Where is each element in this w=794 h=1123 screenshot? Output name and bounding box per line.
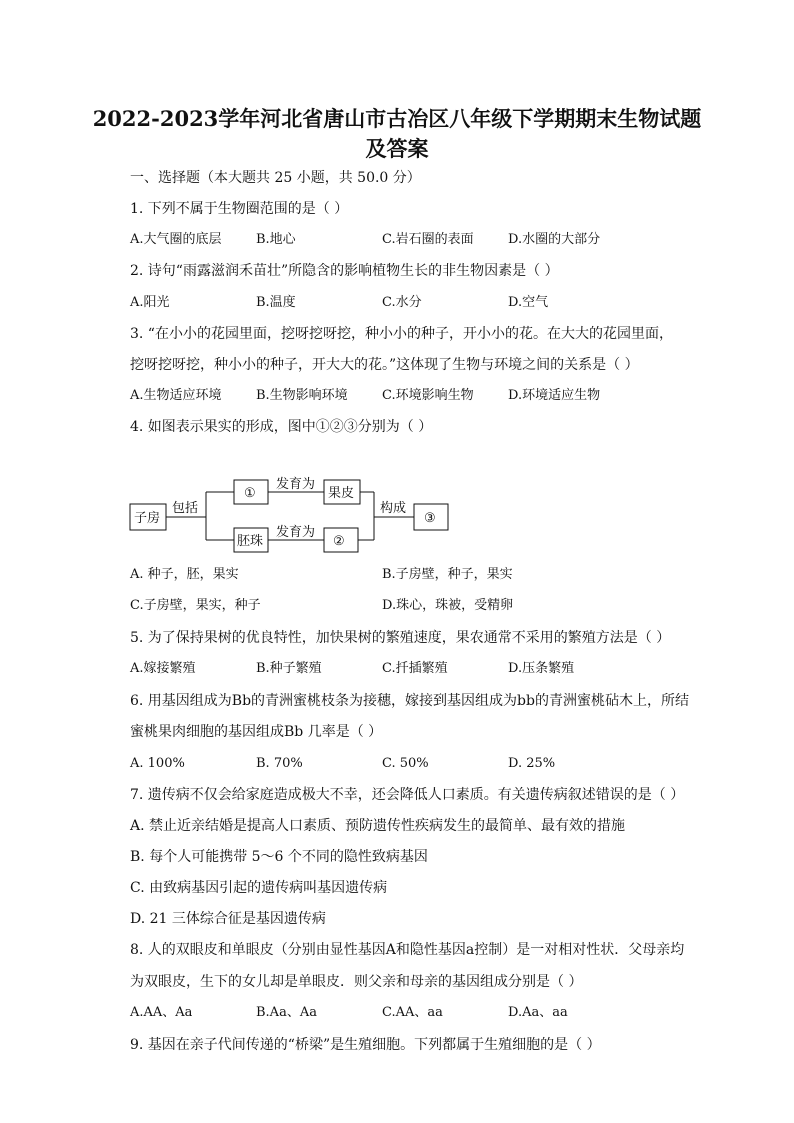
q3-option-b: B.生物影响环境	[256, 388, 348, 403]
q8-option-d: D.Aa、aa	[508, 1005, 568, 1020]
q3-option-a: A.生物适应环境	[130, 388, 222, 403]
q2-option-a: A.阳光	[130, 295, 170, 310]
q4-stem: 4. 如图表示果实的形成，图中①②③分别为（ ）	[130, 419, 433, 435]
q6-option-c: C. 50%	[382, 756, 429, 771]
q8-stem-line-1: 8. 人的双眼皮和单眼皮（分别由显性基因A和隐性基因a控制）是一对相对性状．父母亲均	[130, 942, 685, 958]
q1-stem: 1. 下列不属于生物圈范围的是（ ）	[130, 201, 349, 217]
q6-option-a: A. 100%	[130, 756, 185, 771]
q2-option-b: B.温度	[256, 295, 296, 310]
q3-option-c: C.环境影响生物	[382, 388, 474, 403]
q3-option-d: D.环境适应生物	[508, 388, 601, 403]
q6-stem-line-2: 蜜桃果肉细胞的基因组成Bb 几率是（ ）	[130, 724, 383, 740]
q7-option-b: B. 每个人可能携带 5～6 个不同的隐性致病基因	[130, 849, 428, 865]
diagram-label-develops-2: 发育为	[276, 525, 316, 540]
q7-option-d: D. 21 三体综合征是基因遗传病	[130, 911, 326, 927]
q5-option-b: B.种子繁殖	[256, 661, 322, 676]
q7-option-c: C. 由致病基因引起的遗传病叫基因遗传病	[130, 880, 388, 896]
q3-stem-line-2: 挖呀挖呀挖，种小小的种子，开大大的花。”这体现了生物与环境之间的关系是（ ）	[130, 357, 639, 373]
diagram-label-2: ②	[333, 534, 345, 549]
document-title-line-1: 2022-2023学年河北省唐山市古冶区八年级下学期期末生物试题	[92, 106, 702, 131]
q8-option-a: A.AA、Aa	[130, 1005, 193, 1020]
q5-option-c: C.扦插繁殖	[382, 661, 448, 676]
q5-option-a: A.嫁接繁殖	[130, 661, 196, 676]
q7-option-a: A. 禁止近亲结婚是提高人口素质、预防遗传性疾病发生的最简单、最有效的措施	[130, 818, 626, 834]
diagram-label-3: ③	[424, 511, 436, 526]
q1-option-d: D.水圈的大部分	[508, 232, 601, 247]
q2-option-d: D.空气	[508, 295, 549, 310]
q8-option-c: C.AA、aa	[382, 1005, 443, 1020]
q4-option-d: D.珠心，珠被，受精卵	[382, 598, 514, 613]
diagram-label-forms: 构成	[380, 501, 407, 516]
diagram-label-ovary: 子房	[134, 511, 161, 526]
q6-option-b: B. 70%	[256, 756, 303, 771]
q4-option-c: C.子房壁，果实，种子	[130, 598, 261, 613]
q1-option-b: B.地心	[256, 232, 296, 247]
q4-option-a: A. 种子，胚，果实	[130, 567, 239, 582]
q8-stem-line-2: 为双眼皮，生下的女儿却是单眼皮．则父亲和母亲的基因组成分别是（ ）	[130, 974, 583, 990]
q1-option-c: C.岩石圈的表面	[382, 232, 474, 247]
q1-option-a: A.大气圈的底层	[130, 232, 222, 247]
section-heading: 一、选择题（本大题共 25 小题，共 50.0 分）	[130, 170, 421, 186]
q3-stem-line-1: 3. “在小小的花园里面，挖呀挖呀挖，种小小的种子，开小小的花。在大大的花园里面，	[130, 326, 673, 342]
diagram-label-develops-1: 发育为	[276, 477, 316, 492]
q5-option-d: D.压条繁殖	[508, 661, 575, 676]
q6-stem-line-1: 6. 用基因组成为Bb的青洲蜜桃枝条为接穗，嫁接到基因组成为bb的青洲蜜桃砧木上，所结	[130, 693, 689, 709]
document-title-line-2: 及答案	[365, 136, 429, 161]
q9-stem: 9. 基因在亲子代间传递的“桥梁”是生殖细胞。下列都属于生殖细胞的是（ ）	[130, 1037, 601, 1053]
q4-option-b: B.子房壁，种子，果实	[382, 567, 513, 582]
diagram-label-ovule: 胚珠	[237, 534, 264, 549]
diagram-label-pericarp: 果皮	[328, 486, 355, 501]
fruit-formation-diagram	[128, 470, 458, 560]
diagram-label-includes: 包括	[172, 501, 199, 516]
diagram-label-1: ①	[244, 486, 256, 501]
q2-stem: 2. 诗句“雨露滋润禾苗壮”所隐含的影响植物生长的非生物因素是（ ）	[130, 263, 559, 279]
q7-stem: 7. 遗传病不仅会给家庭造成极大不幸，还会降低人口素质。有关遗传病叙述错误的是（ ）	[130, 787, 685, 803]
q8-option-b: B.Aa、Aa	[256, 1005, 317, 1020]
q2-option-c: C.水分	[382, 295, 422, 310]
q5-stem: 5. 为了保持果树的优良特性，加快果树的繁殖速度，果农通常不采用的繁殖方法是（ ）	[130, 630, 671, 646]
q6-option-d: D. 25%	[508, 756, 556, 771]
